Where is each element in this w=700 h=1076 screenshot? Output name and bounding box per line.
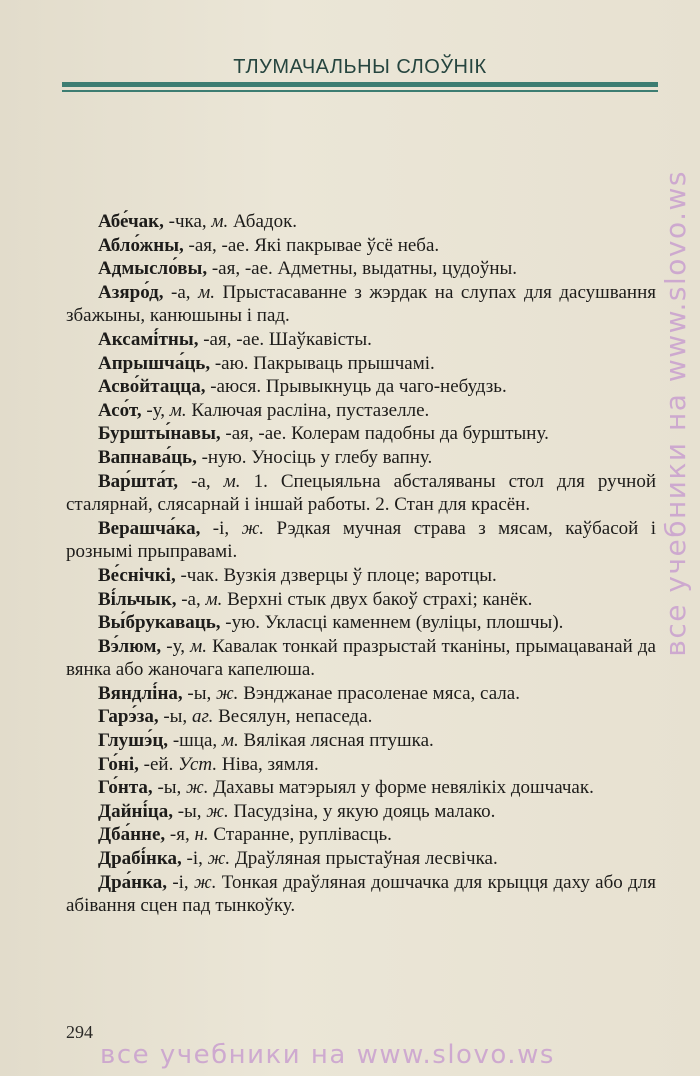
dictionary-entry: Ві́льчык, -а, м. Верхні стык двух бакоў страхі; канёк. xyxy=(98,588,533,610)
entry-headword: Ві́льчык, xyxy=(98,588,177,610)
header-rule-thick xyxy=(62,82,658,87)
entry-headword: Ве́снічкі, xyxy=(98,564,176,586)
entry-grammar: ж. xyxy=(216,682,239,704)
dictionary-entry: Вы́брукаваць, -ую. Укласці каменнем (вуліцы, плошчы). xyxy=(98,612,564,634)
dictionary-entry: Драбі́нка, -і, ж. Драўляная прыстаўная лесвічка. xyxy=(98,848,498,870)
header-rule-thin xyxy=(62,90,658,92)
entry-headword: Го́ні, xyxy=(98,753,139,775)
dictionary-entry: Ве́снічкі, -чак. Вузкія дзверцы ў плоце; варотцы. xyxy=(98,564,497,586)
entry-headword: Глушэ́ц, xyxy=(98,730,169,752)
entry-headword: Вар́шта́т, xyxy=(98,470,179,492)
dictionary-entry: Вэ́люм, -у, м. Кавалак тонкай празрыстай тканіны, прымацаванай да вянка або жаночага капелюша. xyxy=(66,635,656,681)
dictionary-entry: Гарэ́за, -ы, аг. Весялун, непаседа. xyxy=(98,706,373,728)
dictionary-entry: Дба́нне, -я, н. Старанне, руплівасць. xyxy=(98,824,392,846)
entry-grammar: м. xyxy=(211,211,229,232)
entry-headword: Аксамі́тны, xyxy=(98,328,199,350)
dictionary-entry: Буршты́навы, -ая, -ае. Колерам падобны да бурштыну. xyxy=(98,423,549,445)
dictionary-entry: Апрышча́ць, -аю. Пакрываць прышчамі. xyxy=(98,352,435,374)
dictionary-entry: Вапнава́ць, -ную. Уносіць у глебу вапну. xyxy=(98,446,433,468)
dictionary-entry: Го́ні, -ей. Уст. Ніва, зямля. xyxy=(98,753,319,775)
entry-headword: Асво́йтацца, xyxy=(98,376,206,398)
entry-headword: Го́нта, xyxy=(98,777,153,799)
entry-grammar: ж. xyxy=(207,848,231,870)
entry-grammar: м. xyxy=(190,635,207,657)
entry-headword: Верашча́ка, xyxy=(98,517,201,539)
dictionary-entry: Дра́нка, -і, ж. Тонкая драўляная дошчачка для крыцця даху або для абівання сцен пад тынкоўку. xyxy=(66,871,656,917)
entry-grammar: м. xyxy=(221,730,239,752)
watermark-bottom: все учебники на www.slovo.ws xyxy=(100,1040,555,1070)
dictionary-entry: Вяндлі́на, -ы, ж. Вэнджанае прасоленае мяса, сала. xyxy=(98,682,520,704)
entry-headword: Вапнава́ць, xyxy=(98,446,197,468)
dictionary-entry: Глушэ́ц, -шца, м. Вялікая лясная птушка. xyxy=(98,730,434,752)
entry-grammar: ж. xyxy=(186,777,209,799)
entry-headword: Буршты́навы, xyxy=(98,423,221,445)
entry-headword: Вы́брукаваць, xyxy=(98,612,221,634)
entry-grammar: Уст. xyxy=(178,753,218,775)
dictionary-entry: Вар́шта́т, -а, м. 1. Спецыяльна абсталяваны стол для ручной сталярнай, слясарнай і іншай работы. 2. Стан для красён. xyxy=(66,470,657,516)
entry-grammar: аг. xyxy=(191,706,214,728)
entry-headword: Дба́нне, xyxy=(98,824,166,846)
entry-headword: Апрышча́ць, xyxy=(98,352,211,374)
page-header xyxy=(62,54,658,98)
entry-headword: Вэ́люм, xyxy=(98,635,162,657)
entry-grammar: н. xyxy=(194,824,209,846)
dictionary-entry: Дайні́ца, -ы, ж. Пасудзіна, у якую дояць малако. xyxy=(98,800,496,822)
dictionary-entry: Абе́чак, -чка, м. Абадок. xyxy=(98,211,298,232)
entry-headword: Азяро́д, xyxy=(98,281,164,303)
entry-headword: Абло́жны, xyxy=(98,234,184,256)
entry-headword: Асо́т, xyxy=(98,399,142,421)
entry-headword: Абе́чак, xyxy=(98,211,164,232)
watermark-side: все учебники на www.slovo.ws xyxy=(659,170,692,657)
entry-headword: Дра́нка, xyxy=(98,871,167,893)
dictionary-entry: Асво́йтацца, -аюся. Прывыкнуць да чаго-небудзь. xyxy=(98,376,507,398)
dictionary-entries xyxy=(66,210,656,918)
page-number: 294 xyxy=(66,1022,93,1042)
entry-headword: Драбі́нка, xyxy=(98,848,182,870)
entry-grammar: ж. xyxy=(206,800,229,822)
entry-grammar: м. xyxy=(205,588,223,610)
entry-headword: Вяндлі́на, xyxy=(98,682,183,704)
entry-grammar: ж. xyxy=(241,517,265,539)
entry-grammar: м. xyxy=(169,399,187,421)
entry-headword: Адмысло́вы, xyxy=(98,258,208,280)
dictionary-entry: Азяро́д, -а, м. Прыстасаванне з жэрдак на слупах для дасушвання збажыны, канюшыны і пад. xyxy=(66,281,656,327)
dictionary-entry: Го́нта, -ы, ж. Дахавы матэрыял у форме невялікіх дошчачак. xyxy=(98,777,594,799)
entry-grammar: м. xyxy=(198,281,215,303)
section-title: ТЛУМАЧАЛЬНЫ СЛОЎНІК xyxy=(233,56,487,78)
entry-headword: Дайні́ца, xyxy=(98,800,173,822)
entry-headword: Гарэ́за, xyxy=(98,706,159,728)
dictionary-entry: Аксамі́тны, -ая, -ае. Шаўкавісты. xyxy=(98,328,372,350)
entry-grammar: ж. xyxy=(194,871,217,893)
dictionary-entry: Абло́жны, -ая, -ае. Які пакрывае ўсё неба. xyxy=(98,234,440,256)
entry-grammar: м. xyxy=(223,470,241,492)
dictionary-entry: Асо́т, -у, м. Калючая расліна, пустазелле. xyxy=(98,399,430,421)
dictionary-entry: Адмысло́вы, -ая, -ае. Адметны, выдатны, цудоўны. xyxy=(98,258,518,280)
dictionary-entry: Верашча́ка, -і, ж. Рэдкая мучная страва з мясам, каўбасой і рознымі прыправамі. xyxy=(66,517,657,563)
